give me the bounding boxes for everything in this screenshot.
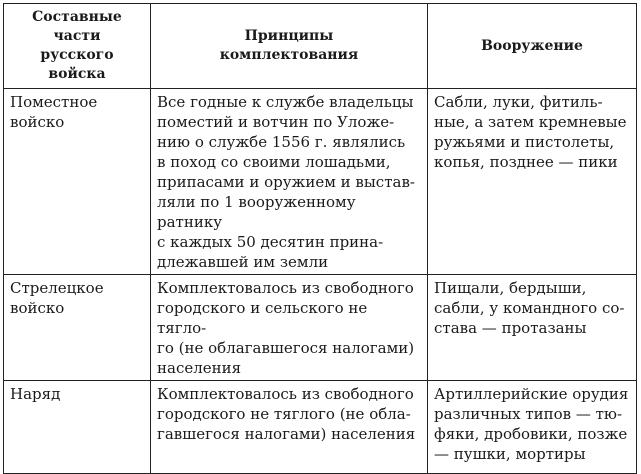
table-row <box>4 275 637 381</box>
table-row <box>4 89 637 275</box>
cell-principles: Все годные к службе владельцы поместий и вотчин по Уложе- нию о службе 1556 г. являлись в поход со своими лошадьми, припасами и оружием и выстав- ляли по 1 вооруженному ратнику с каждых 50 десятин прина- длежавшей им земли <box>151 89 428 275</box>
cell-principles: Комплектовалось из свободного городского и сельского не тягло- го (не облагавшегося налогами) населения <box>151 275 428 381</box>
cell-principles: Комплектовалось из свободного городского не тяглого (не обла- гавшегося налогами) населения <box>151 381 428 474</box>
cell-weapons: Артиллерийские орудия различных типов — тю- фяки, дробовики, позже — пушки, мортиры <box>428 381 637 474</box>
header-army-parts: Составные части русского войска <box>4 4 151 89</box>
army-composition-table <box>3 3 637 474</box>
cell-army-part: Поместное войско <box>4 89 151 275</box>
cell-weapons: Пищали, бердыши, сабли, у командного со- става — протазаны <box>428 275 637 381</box>
table-row <box>4 381 637 474</box>
cell-army-part: Наряд <box>4 381 151 474</box>
table-header-row <box>4 4 637 89</box>
header-weapons: Вооружение <box>428 4 637 89</box>
header-principles: Принципы комплектования <box>151 4 428 89</box>
cell-army-part: Стрелецкое войско <box>4 275 151 381</box>
cell-weapons: Сабли, луки, фитиль- ные, а затем кремневые ружьями и пистолеты, копья, позднее — пики <box>428 89 637 275</box>
